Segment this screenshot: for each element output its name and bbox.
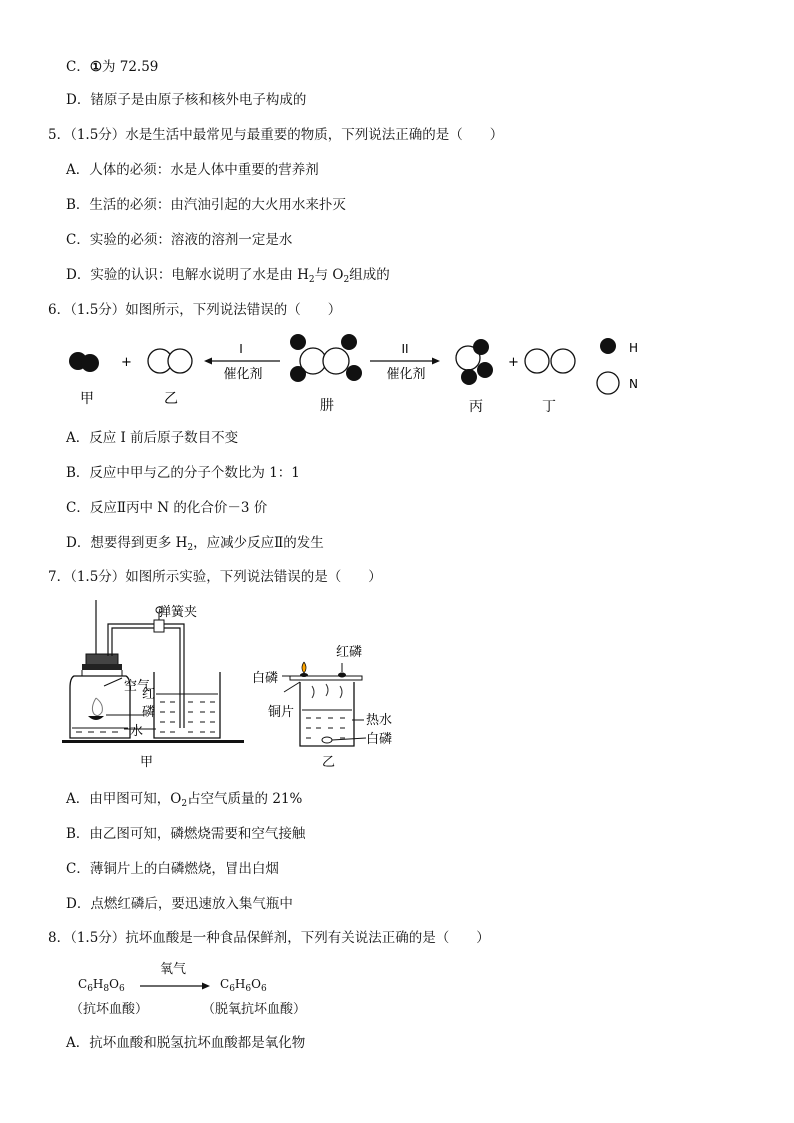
label-jia: 甲 (80, 391, 94, 407)
label-water: 水 (130, 724, 144, 739)
white-phosphorus-underwater (322, 737, 332, 743)
arrow-head-icon (432, 358, 440, 365)
apparatus-jia (62, 600, 244, 770)
formula-h: H (92, 977, 104, 991)
subscript: 2 (343, 275, 350, 285)
label-copper: 铜片 (268, 705, 295, 720)
plus-sign: + (508, 355, 519, 370)
q4-option-c (66, 57, 158, 77)
beaker (154, 672, 220, 738)
formula-h: H (234, 977, 246, 991)
q4-option-c-prefix: C． (66, 59, 90, 75)
circled-one: ① (89, 59, 102, 75)
plus-sign: + (121, 355, 132, 370)
q5-option-d-post: 组成的 (349, 267, 390, 283)
label-bing: 丙 (469, 399, 483, 415)
subscript: 6 (118, 984, 125, 994)
burning-spoon (88, 716, 104, 720)
h-atom (461, 369, 477, 385)
label-white-p-bottom: 白磷 (366, 732, 393, 747)
h-atom (81, 354, 99, 372)
arrow2-bottom: 催化剂 (386, 367, 426, 382)
clip-icon (154, 620, 164, 632)
h-atom (346, 365, 362, 381)
apparatus-yi (252, 644, 392, 770)
right-formula (220, 974, 267, 999)
label-red-p-top: 红磷 (336, 645, 363, 660)
red-phosphorus (338, 673, 346, 678)
q5-option-d (66, 265, 390, 290)
gas-jar (70, 676, 130, 738)
q7-option-a-pre: A．由甲图可知，O (66, 791, 182, 807)
formula-c: C (78, 977, 88, 991)
h-atom (290, 334, 306, 350)
reaction-arrow-icon (140, 982, 212, 990)
q7-option-a (66, 789, 302, 814)
label-red-p-2: 磷 (142, 705, 156, 720)
q6-molecule-figure (60, 328, 660, 418)
q7-option-d: D．点燃红磷后，要迅速放入集气瓶中 (66, 896, 293, 912)
q7-stem: 7．（1.5分）如图所示实验，下列说法错误的是（ ） (48, 569, 382, 585)
right-name: （脱氧抗坏血酸） (202, 1002, 307, 1017)
label-jia: 甲 (140, 755, 154, 770)
label-clip: 弹簧夹 (158, 605, 198, 620)
q6-stem: 6．（1.5分）如图所示，下列说法错误的（ ） (48, 302, 342, 318)
q6-option-d-post: ，应减少反应Ⅱ的发生 (193, 535, 324, 551)
n-atom (323, 348, 349, 374)
q5-option-d-mid: 与 O (314, 267, 344, 283)
subscript: 6 (245, 984, 252, 994)
n-atom (551, 349, 575, 373)
q5-option-d-pre: D．实验的认识：电解水说明了水是由 H (66, 267, 309, 283)
q7-option-b: B．由乙图可知，磷燃烧需要和空气接触 (66, 826, 306, 842)
q5-option-c: C．实验的必须：溶液的溶剂一定是水 (66, 232, 293, 248)
subscript: 2 (187, 543, 194, 553)
q8-stem: 8．（1.5分）抗坏血酸是一种食品保鲜剂，下列有关说法正确的是（ ） (48, 930, 490, 946)
arrow2-top: II (401, 342, 409, 356)
label-ding: 丁 (542, 399, 556, 415)
subscript: 8 (103, 984, 110, 994)
q5-option-b: B．生活的必须：由汽油引起的大火用水来扑灭 (66, 197, 346, 213)
q6-option-a: A．反应 I 前后原子数目不变 (66, 430, 239, 446)
q6-option-c: C．反应Ⅱ丙中 N 的化合价－3 价 (66, 500, 268, 516)
formula-o: O (251, 977, 261, 991)
legend-n-icon (597, 372, 619, 394)
q8-option-a: A．抗坏血酸和脱氢抗坏血酸都是氧化物 (66, 1035, 306, 1051)
h-atom (290, 366, 306, 382)
q8-reaction-figure (70, 960, 370, 1020)
legend-h-icon (600, 338, 616, 354)
label-yi: 乙 (164, 391, 178, 407)
q6-option-d (66, 533, 324, 558)
q4-option-c-text: 为 72.59 (101, 59, 159, 75)
flame-icon (302, 662, 306, 673)
formula-c: C (220, 977, 230, 991)
label-air: 空气 (124, 679, 151, 694)
label-red-p-1: 红 (142, 687, 156, 702)
stopper-top (82, 664, 122, 670)
h-atom (473, 339, 489, 355)
label-white-p-left: 白磷 (252, 671, 279, 686)
q5-option-a: A．人体的必须：水是人体中重要的营养剂 (66, 162, 319, 178)
formula-o: O (109, 977, 119, 991)
q6-option-b: B．反应中甲与乙的分子个数比为 1：1 (66, 465, 300, 481)
h-atom (477, 362, 493, 378)
arrow-head-icon (204, 358, 212, 365)
subscript: 6 (87, 984, 93, 994)
q5-stem: 5．（1.5分）水是生活中最常见与最重要的物质，下列说法正确的是（ ） (48, 127, 504, 143)
left-name: （抗坏血酸） (70, 1002, 149, 1017)
label-hot-water: 热水 (366, 713, 393, 728)
q7-option-c: C．薄铜片上的白磷燃烧，冒出白烟 (66, 861, 279, 877)
legend-n-label: N (629, 377, 638, 391)
q6-option-d-pre: D．想要得到更多 H (66, 535, 188, 551)
bench (62, 740, 244, 743)
subscript: 2 (181, 799, 188, 809)
subscript: 6 (229, 984, 235, 994)
label-yi: 乙 (322, 755, 336, 770)
h-atom (341, 334, 357, 350)
q4-option-d: D．锗原子是由原子核和核外电子构成的 (66, 92, 307, 108)
beaker (300, 682, 354, 746)
subscript: 2 (308, 275, 315, 285)
left-formula (78, 974, 125, 999)
label-jing: 肼 (320, 398, 334, 414)
subscript: 6 (260, 984, 267, 994)
arrow-label: 氧气 (160, 962, 187, 977)
legend-h-label: H (629, 341, 639, 355)
arrow1-top: I (239, 342, 243, 356)
copper-sheet (290, 676, 362, 680)
n-atom (525, 349, 549, 373)
q7-apparatus-figure (60, 598, 420, 778)
q7-option-a-post: 占空气质量的 21% (187, 791, 303, 807)
n-atom (168, 349, 192, 373)
arrow1-bottom: 催化剂 (223, 367, 263, 382)
